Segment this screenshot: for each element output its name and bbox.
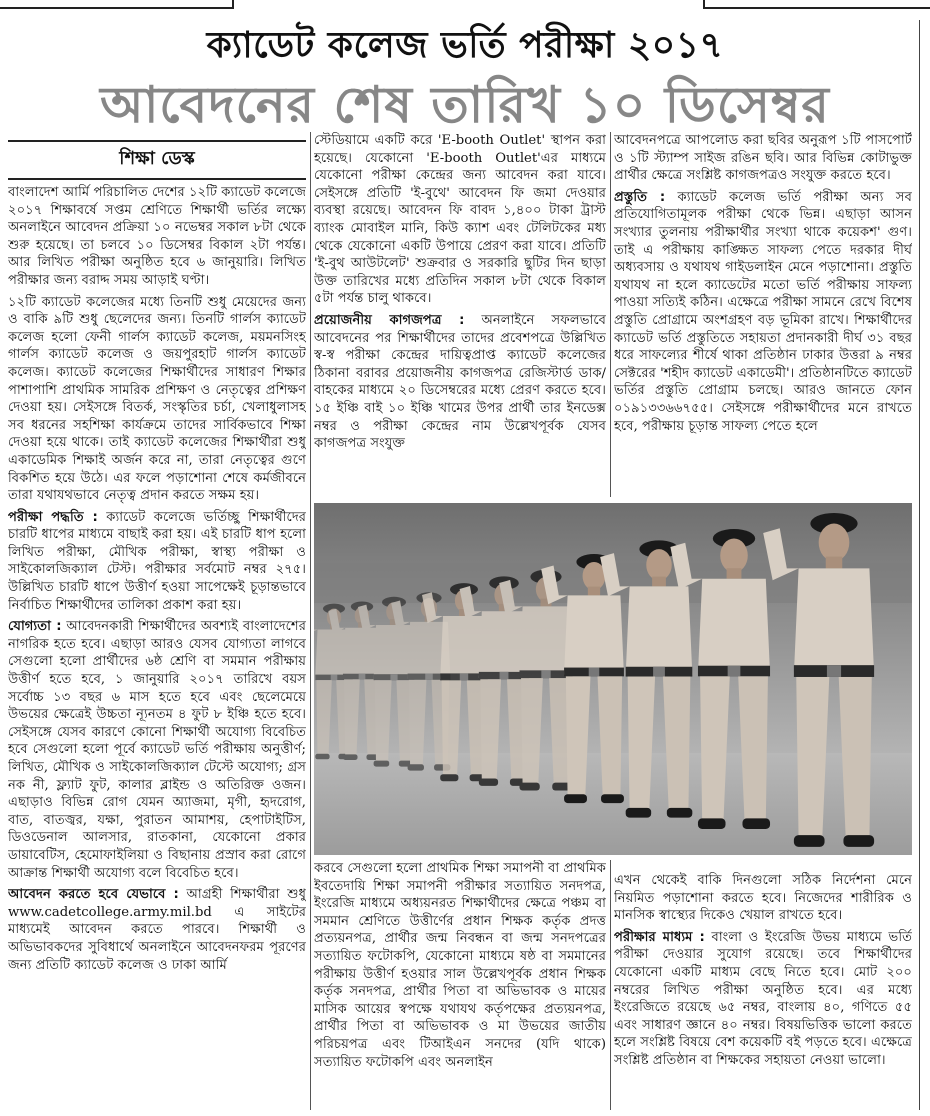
paragraph: বাংলাদেশ আর্মি পরিচালিত দেশের ১২টি ক্যাডেট কলেজে ২০১৭ শিক্ষাবর্ষে সপ্তম শ্রেণিতে শিক্ষার্থী ভর্তির লক্ষ্যে অনলাইনে আবেদন প্রক্রিয়া ১০ নভেম্বর সকাল ৮টা থেকে শুরু হয়েছে। তা চলবে ১০ ডিসেম্বর বিকাল ২টা পর্যন্ত। আর লিখিত পরীক্ষা অনুষ্ঠিত হবে ৬ জানুয়ারি। লিখিত পরীক্ষার জন্য বরাদ্দ সময় আড়াই ঘণ্টা। (8, 185, 306, 288)
cadets-parade-photo (314, 503, 912, 855)
subhead: প্রয়োজনীয় কাগজপত্র : (314, 312, 465, 328)
paragraph: যোগ্যতা : আবেদনকারী শিক্ষার্থীদের অবশ্যই বাংলাদেশের নাগরিক হতে হবে। এছাড়া আরও যেসব যোগ্যতা লাগবে সেগুলো হলো প্রার্থীদের ৬ষ্ঠ শ্রেণি বা সমমান পরীক্ষায় উত্তীর্ণ হতে হবে, ১ জানুয়ারি ২০১৭ তারিখে বয়স সর্বোচ্চ ১৩ বছর ৬ মাস হতে হবে এবং ছেলেমেয়ে উভয়ের ক্ষেত্রেই উচ্চতা ন্যূনতম ৪ ফুট ৮ ইঞ্চি হতে হবে। সেইসঙ্গে যেসব কারণে কোনো শিক্ষার্থী অযোগ্য বিবেচিত হবে সেগুলো হলো পূর্বে ক্যাডেট ভর্তি পরীক্ষায় অনুত্তীর্ণ; লিখিত, মৌখিক ও সাইকোলজিক্যাল টেস্টে অযোগ্য; গ্রস নক নী, ফ্ল্যাট ফুট, কালার ব্লাইন্ড ও অতিরিক্ত ওজন। এছাড়াও বিভিন্ন রোগ যেমন অ্যাজমা, মৃগী, হৃদরোগ, বাত, বাতজ্বর, যক্ষা, পুরাতন আমাশয়, হেপাটাইটিস, ডিওডেনাল আলসার, রাতকানা, যেকোনো প্রকার ডায়াবেটিস, হেমোফাইলিয়া ও বিছানায় প্রস্রাব করা রোগে আক্রান্ত শিক্ষার্থী অযোগ্য বলে বিবেচিত হবে। (8, 619, 306, 881)
paragraph: ১২টি ক্যাডেট কলেজের মধ্যে তিনটি শুধু মেয়েদের জন্য ও বাকি ৯টি শুধু ছেলেদের জন্য। তিনটি গার্লস ক্যাডেট কলেজ হলো ফেনী গার্লস ক্যাডেট কলেজ, ময়মনসিংহ গার্লস ক্যাডেট কলেজ ও জয়পুরহাট গার্লস ক্যাডেট কলেজ। ক্যাডেট কলেজের শিক্ষার্থীদের সাধারণ শিক্ষার পাশাপাশি প্রাথমিক সামরিক প্রশিক্ষণ ও নেতৃত্বের প্রশিক্ষণ দেওয়া হয়। সেইসঙ্গে বিতর্ক, সংস্কৃতির চর্চা, খেলাধুলাসহ সব ধরনের সহশিক্ষা কার্যক্রমে তাদের সার্বিকভাবে শিক্ষা দেওয়া হয়ে থাকে। তাই ক্যাডেট কলেজের শিক্ষার্থীরা শুধু একাডেমিক শিক্ষাই অর্জন করে না, তারা নেতৃত্বের গুণে বিকশিত হয়ে উঠে। এর ফলে পড়াশোনা শেষে কর্মজীবনে তারা যথাযথভাবে নেতৃত্ব প্রদান করতে সক্ষম হয়। (8, 294, 306, 504)
column-3-bottom (614, 872, 912, 1110)
paragraph: পরীক্ষা পদ্ধতি : ক্যাডেট কলেজে ভর্তিচ্ছু শিক্ষার্থীদের চারটি ধাপের মাধ্যমে বাছাই করা হয়। এই চারটি ধাপ হলো লিখিত পরীক্ষা, মৌখিক পরীক্ষা, স্বাস্থ্য পরীক্ষা ও সাইকোলজিক্যাল টেস্ট। পরীক্ষার সর্বমোট নম্বর ২৭৫। উল্লিখিত চারটি ধাপে উত্তীর্ণ হওয়া সাপেক্ষেই চূড়ান্তভাবে নির্বাচিত শিক্ষার্থীদের তালিকা প্রকাশ করা হয়। (8, 509, 306, 613)
byline: শিক্ষা ডেস্ক (119, 148, 195, 169)
headline-kicker: ক্যাডেট কলেজ ভর্তি পরীক্ষা ২০১৭ (206, 25, 724, 66)
subhead: আবেদন করতে হবে যেভাবে : (8, 887, 179, 903)
column-1 (8, 184, 306, 1110)
right-margin-rule (919, 20, 920, 1110)
subhead: পরীক্ষার মাধ্যম : (614, 929, 705, 945)
column-divider (610, 860, 611, 1110)
paragraph: প্রয়োজনীয় কাগজপত্র : অনলাইনে সফলভাবে আবেদনের পর শিক্ষার্থীদের তাদের প্রবেশপত্রে উল্লিখিত স্ব-স্ব পরীক্ষা কেন্দ্রের দায়িত্বপ্রাপ্ত ক্যাডেট কলেজের ঠিকানা বরাবর প্রয়োজনীয় কাগজপত্র রেজিস্টার্ড ডাক/বাহকের মাধ্যমে ২০ ডিসেম্বরের মধ্যে প্রেরণ করতে হবে। ১৫ ইঞ্চি বাই ১০ ইঞ্চি খামের উপর প্রার্থী তার ইনডেক্স নম্বর ও পরীক্ষা কেন্দ্রের নাম উল্লেখপূর্বক যেসব কাগজপত্র সংযুক্ত (314, 312, 606, 452)
byline-box (8, 140, 306, 180)
paragraph: স্টেডিয়ামে একটি করে 'E-booth Outlet' স্থাপন করা হয়েছে। যেকোনো 'E-booth Outlet'এর মাধ্যমে যেকোনো পরীক্ষা কেন্দ্রের জন্য আবেদন করা যাবে। সেইসঙ্গে প্রতিটি 'ই-বুথে' আবেদন ফি জমা দেওয়ার ব্যবস্থা রয়েছে। আবেদন ফি বাবদ ১,৪০০ টাকা ট্রাস্ট ব্যাংক মোবাইল মানি, কিউ ক্যাশ এবং টেলিটকের মধ্য থেকে যেকোনো একটি উপায়ে প্রেরণ করা যাবে। প্রতিটি 'ই-বুথ আউটলেট' শুক্রবার ও সরকারি ছুটির দিন ছাড়া উক্ত তারিখের মধ্যে প্রতিদিন সকাল ৮টা থেকে বিকাল ৫টা পর্যন্ত চালু থাকবে। (314, 133, 606, 307)
subhead: যোগ্যতা : (8, 619, 62, 635)
headline-main: আবেদনের শেষ তারিখ ১০ ডিসেম্বর (100, 76, 830, 134)
subhead: পরীক্ষা পদ্ধতি : (8, 509, 98, 525)
cadets-parade-illustration (314, 503, 912, 855)
paragraph: পরীক্ষার মাধ্যম : বাংলা ও ইংরেজি উভয় মাধ্যমে ভর্তি পরীক্ষা দেওয়ার সুযোগ রয়েছে। তবে শিক্ষার্থীদের যেকোনো একটি মাধ্যম বেছে নিতে হবে। মোট ২০০ নম্বরের লিখিত পরীক্ষা অনুষ্ঠিত হবে। এর মধ্যে ইংরেজিতে রয়েছে ৬৫ নম্বর, বাংলায় ৪০, গণিতে ৫৫ এবং সাধারণ জ্ঞানে ৪০ নম্বর। বিষয়ভিত্তিক ভালো করতে হলে সংশ্লিষ্ট বিষয়ে বেশ কয়েকটি বই পড়তে হবে। এক্ষেত্রে সংশ্লিষ্ট প্রতিষ্ঠান বা শিক্ষকের সহায়তা নেওয়া ভালো। (614, 929, 912, 1068)
paragraph: আবেদনপত্রে আপলোড করা ছবির অনুরূপ ১টি পাসপোর্ট ও ১টি স্ট্যাম্প সাইজ রঙিন ছবি। আর বিভিন্ন কোটাভুক্ত প্রার্থীর ক্ষেত্রে সংশ্লিষ্ট কাগজপত্রও সংযুক্ত করতে হবে। (614, 133, 912, 184)
column-divider (610, 132, 611, 497)
subhead: প্রস্তুতি : (614, 189, 666, 205)
column-divider (310, 132, 311, 1110)
paragraph: করবে সেগুলো হলো প্রাথমিক শিক্ষা সমাপনী বা প্রাথমিক ইবতেদায়ি শিক্ষা সমাপনী পরীক্ষার সত্যায়িত সনদপত্র, ইংরেজি মাধ্যমে অধ্যয়নরত শিক্ষার্থীদের ক্ষেত্রে পঞ্চম বা সমমান শ্রেণিতে উত্তীর্ণের প্রধান শিক্ষক কর্তৃক প্রদত্ত প্রত্যয়নপত্র, প্রার্থীর জন্ম নিবন্ধন বা জন্ম সনদপত্রের সত্যায়িত ফটোকপি, যেকোনো মাধ্যমে ষষ্ঠ বা সমমানের পরীক্ষায় উত্তীর্ণ হওয়ার সাল উল্লেখপূর্বক প্রধান শিক্ষক কর্তৃক সনদপত্র, প্রার্থীর পিতা বা অভিভাবক ও মায়ের মাসিক আয়ের স্বপক্ষে যথাযথ কর্তৃপক্ষের প্রত্যয়নপত্র, প্রার্থীর পিতা বা অভিভাবক ও মা উভয়ের জাতীয় পরিচয়পত্র এবং টিআইএন সনদের (যদি থাকে) সত্যায়িত ফটোকপি এবং অনলাইন (314, 861, 606, 1070)
column-2-bottom (314, 860, 606, 1110)
paragraph: আবেদন করতে হবে যেভাবে : আগ্রহী শিক্ষার্থীরা শুধু www.cadetcollege.army.mil.bd এ সাইটের মাধ্যমেই আবেদন করতে পারবে। শিক্ষার্থী ও অভিভাবকদের সুবিধার্থে অনলাইনে আবেদনফরম পূরণের জন্য প্রতিটি ক্যাডেট কলেজ ও ঢাকা আর্মি (8, 887, 306, 973)
column-3-top (614, 132, 912, 497)
column-2-top (314, 132, 606, 497)
paragraph: এখন থেকেই বাকি দিনগুলো সঠিক নির্দেশনা মেনে নিয়মিত পড়াশোনা করতে হবে। নিজেদের শারীরিক ও মানসিক স্বাস্থ্যের দিকেও খেয়াল রাখতে হবে। (614, 873, 912, 924)
top-frame-rule (0, 0, 930, 12)
paragraph: প্রস্তুতি : ক্যাডেট কলেজ ভর্তি পরীক্ষা অন্য সব প্রতিযোগিতামূলক পরীক্ষা থেকে ভিন্ন। এছাড়া আসন সংখ্যার তুলনায় পরীক্ষার্থীর সংখ্যা থাকে কয়েকশ' গুণ। তাই এ পরীক্ষায় কাঙ্ক্ষিত সাফল্য পেতে দরকার দীর্ঘ অধ্যবসায় ও যথাযথ গাইডলাইন মেনে পড়াশোনা। প্রস্তুতি যথাযথ না হলে ক্যাডেটের মতো ভর্তি পরীক্ষায় সাফল্য পাওয়া সত্যিই কঠিন। এক্ষেত্রে পরীক্ষা সামনে রেখে বিশেষ প্রস্তুতি প্রোগ্রামে অংশগ্রহণ বড় ভূমিকা রাখে। শিক্ষার্থীদের ক্যাডেট ভর্তি প্রস্তুতিতে সহায়তা প্রদানকারী দীর্ঘ ৩১ বছর ধরে সাফল্যের শীর্ষে থাকা প্রতিষ্ঠান ঢাকার উত্তরা ৯ নম্বর সেক্টরের 'শহীদ ক্যাডেট একাডেমী'। প্রতিষ্ঠানটিতে ক্যাডেট ভর্তির প্রস্তুতি প্রোগ্রাম চলছে। আরও জানতে ফোন ০১৯১৩৩৬৬৭৫৫। সেইসঙ্গে পরীক্ষার্থীদের মনে রাখতে হবে, পরীক্ষায় চূড়ান্ত সাফল্য পেতে হলে (614, 189, 912, 434)
